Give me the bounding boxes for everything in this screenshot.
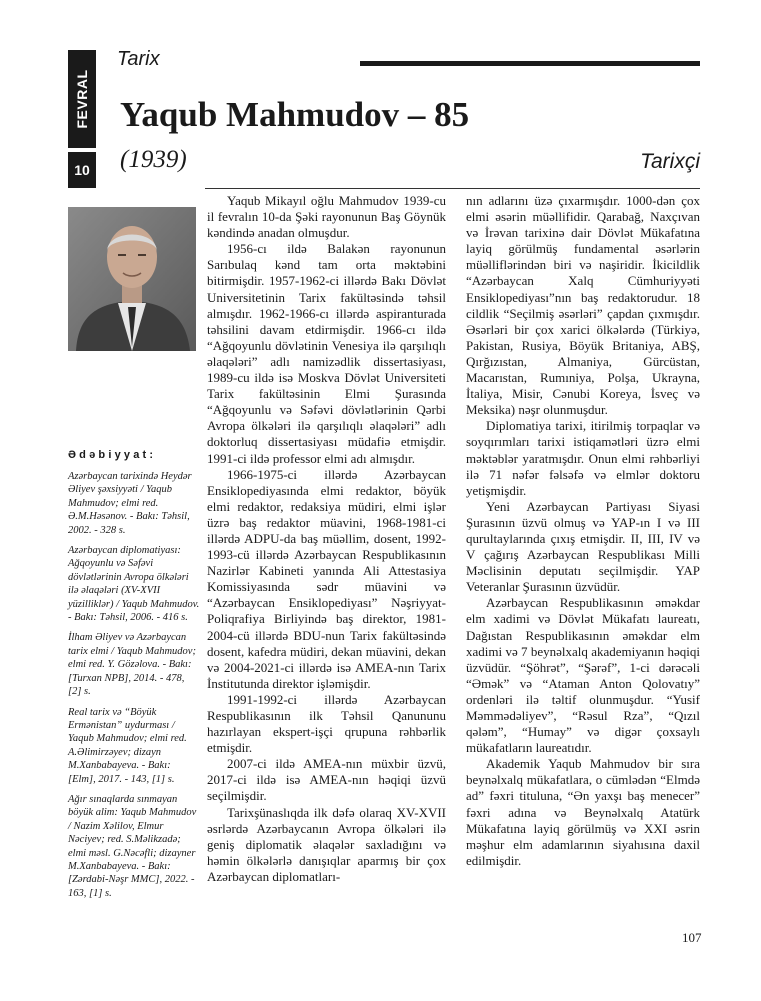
literature-item: Azərbaycan tarixində Heydər Əliyev şəxsiyyəti / Yaqub Mahmudov; elmi red. Ə.M.Həsənov. - Bakı: Təhsil, 2002. - 328 s. <box>68 471 192 536</box>
section-label: Tarix <box>117 48 160 70</box>
literature-item: İlham Əliyev və Azərbaycan tarix elmi / Yaqub Mahmudov; elmi red. Y. Gözəlova. - Bakı: [Turxan NPB], 2014. - 478, [2] s. <box>68 632 196 698</box>
body-column-2 <box>466 193 700 869</box>
body-column-1 <box>207 193 446 885</box>
portrait-icon <box>68 207 196 351</box>
header-rule <box>360 61 700 66</box>
birth-year: (1939) <box>120 146 187 173</box>
day-number: 10 <box>68 152 96 188</box>
category-label: Tarixçi <box>640 150 700 173</box>
paragraph: 1991-1992-ci illərdə Azərbaycan Respublikasının ilk Təhsil Qanununu hazırlayan ekspert-işçi qrupuna rəhbərlik etmişdir. <box>207 691 446 756</box>
page-number: 107 <box>682 930 702 945</box>
paragraph: Yaqub Mikayıl oğlu Mahmudov 1939-cu il fevralın 10-da Şəki rayonunun Baş Göynük kəndində anadan olmuşdur. <box>207 193 446 241</box>
month-tab <box>68 50 96 148</box>
paragraph: 1966-1975-ci illərdə Azərbaycan Ensiklopediyasında elmi redaktor, böyük elmi redaktor, redaksiya müdiri, elmi işlər üzrə baş redaktor müavini, 1968-1981-ci illərdə ADPU-da baş müəllim, dosent, 1992-1993-cü illərdə Azərbaycan Respublikasının Nazirlər Kabineti yanında Ali Attestasiya Komissiyasında sədr müavini və “Azərbaycan Ensiklopediyası” Nəşriyyat-Poliqrafiya Birliyində baş direktor, 1981-2004-cü illərdə BDU-nun Tarix fakültəsində dosent, kafedra müdiri, dekan müavini, dekan və 2004-2021-ci illərdə isə AMEA-nın Tarix İnstitutunda direktor işləmişdir. <box>207 466 446 691</box>
literature-list <box>68 470 200 907</box>
paragraph: Yeni Azərbaycan Partiyası Siyasi Şurasının üzvü olmuş və YAP-ın I və III qurultaylarında çıxış etmişdir. II, III, IV və V çağırış Azərbaycan Respublikası Milli Məclisinin deputatı seçilmişdir. YAP Veteranlar Şurasının üzvüdür. <box>466 498 700 595</box>
title-rule <box>205 188 700 189</box>
paragraph: 2007-ci ildə AMEA-nın müxbir üzvü, 2017-ci ildə isə AMEA-nın həqiqi üzvü seçilmişdir. <box>207 756 446 804</box>
month-label: FEVRAL <box>74 69 90 129</box>
literature-heading: Ədəbiyyat: <box>68 449 157 461</box>
paragraph: Tarixşünaslıqda ilk dəfə olaraq XV-XVII əsrlərdə Azərbaycanın Avropa ölkələri ilə geniş diplomatik əlaqələr saxladığını və həmin ölkələrlə danışıqlar aparmış bir çox Azərbaycan diplomatları- <box>207 804 446 884</box>
literature-item: Ağır sınaqlarda sınmayan böyük alim: Yaqub Mahmudov / Nazim Xəlilov, Elmur Nəciyev; red. S.Məlikzadə; elmi məsl. G.Nəcəfli; dizayner M.Xanbabayeva. - Bakı: [Zərdabi-Nəşr MMC], 2022. - 163, [1] s. <box>68 793 197 899</box>
article-title: Yaqub Mahmudov – 85 <box>120 95 470 134</box>
portrait-photo <box>68 207 196 351</box>
paragraph: nın adlarını üzə çıxarmışdır. 1000-dən çox elmi əsərin müəllifidir. Qarabağ, Naxçıvan və İrəvan tarixinə dair Dövlət Mükafatına layiq görülmüş fundamental əsərlərin müəlliflərindən biri və naşiridir. İkicildlik “Azərbaycan Xalq Cümhuriyyəti Ensiklopediyası”nın baş redaktorudur. 18 cildlik “Seçilmiş əsərləri” çapdan çıxmışdır. Əsərləri bir çox xarici ölkələrdə (Türkiyə, Pakistan, Rusiya, Böyük Britaniya, ABŞ, Qırğızıstan, Almaniya, Gürcüstan, Macarıstan, Rumıniya, Polşa, Ukrayna, İtaliya, Misir, Cənubi Koreya, İsveç və Meksika) nəşr olunmuşdur. <box>466 193 700 418</box>
paragraph: Akademik Yaqub Mahmudov bir sıra beynəlxalq mükafatlara, o cümlədən “Elmdə ad” fəxri tituluna, “Ən yaxşı baş menecer” fəxri adına və Beynəlxalq Atatürk Mükafatına layiq görülmüş və XXI əsrin məşhur elm adamlarının siyahısına daxil edilmişdir. <box>466 756 700 868</box>
literature-item: Azərbaycan diplomatiyası: Ağqoyunlu və Səfəvi dövlətlərinin Avropa ölkələri ilə əlaqələri (XV-XVII yüzilliklər) / Yaqub Mahmudov. - Bakı: Təhsil, 2006. - 416 s. <box>68 545 200 624</box>
paragraph: Azərbaycan Respublikasının əməkdar elm xadimi və Dövlət Mükafatı laureatı, Dağıstan Respublikasının əməkdar elm xadimi və 7 beynəlxalq akademiyanın həqiqi üzvüdür. “Şöhrət”, “Şərəf”, 1-ci dərəcəli “Əmək” və “Ataman Anton Qolovatıy” ordenləri ilə təltif olunmuşdur. “Yusif Məmmədəliyev”, “Rəsul Rza”, “Qızıl qələm”, “Humay” və digər çoxsaylı mükafatların laureatıdır. <box>466 595 700 756</box>
paragraph: Diplomatiya tarixi, itirilmiş torpaqlar və soyqırımları tarixi istiqamətləri üzrə elmi məktəblər yaratmışdır. Onun elmi rəhbərliyi ilə 71 nəfər fəlsəfə və elmlər doktoru yetişmişdir. <box>466 418 700 498</box>
literature-item: Real tarix və “Böyük Ermənistan” uydurması / Yaqub Mahmudov; elmi red. A.Əlimirzəyev; dizayn M.Xanbabayeva. - Bakı: [Elm], 2017. - 143, [1] s. <box>68 706 187 785</box>
paragraph: 1956-cı ildə Balakən rayonunun Sarıbulaq kənd tam orta məktəbini bitirmişdir. 1957-1962-ci illərdə Bakı Dövlət Universitetinin Tarix fakültəsində təhsil almışdır. 1962-1966-cı illərdə aspiranturada təhsilini davam etdirmişdir. 1966-cı ildə “Ağqoyunlu dövlətinin Venesiya ilə qarşılıqlı əlaqələri” adlı namizədlik dissertasiyası, 1989-cu ildə isə Moskva Dövlət Universiteti Tarix fakültəsinin Elmi Şurasında “Ağqoyunlu və Səfəvi dövlətlərinin Qərbi Avropa ölkələri ilə qarşılıqlı əlaqələri” adlı doktorluq dissertasiyası müdafiə etmişdir. 1991-ci ildə professor elmi adı almışdır. <box>207 241 446 466</box>
